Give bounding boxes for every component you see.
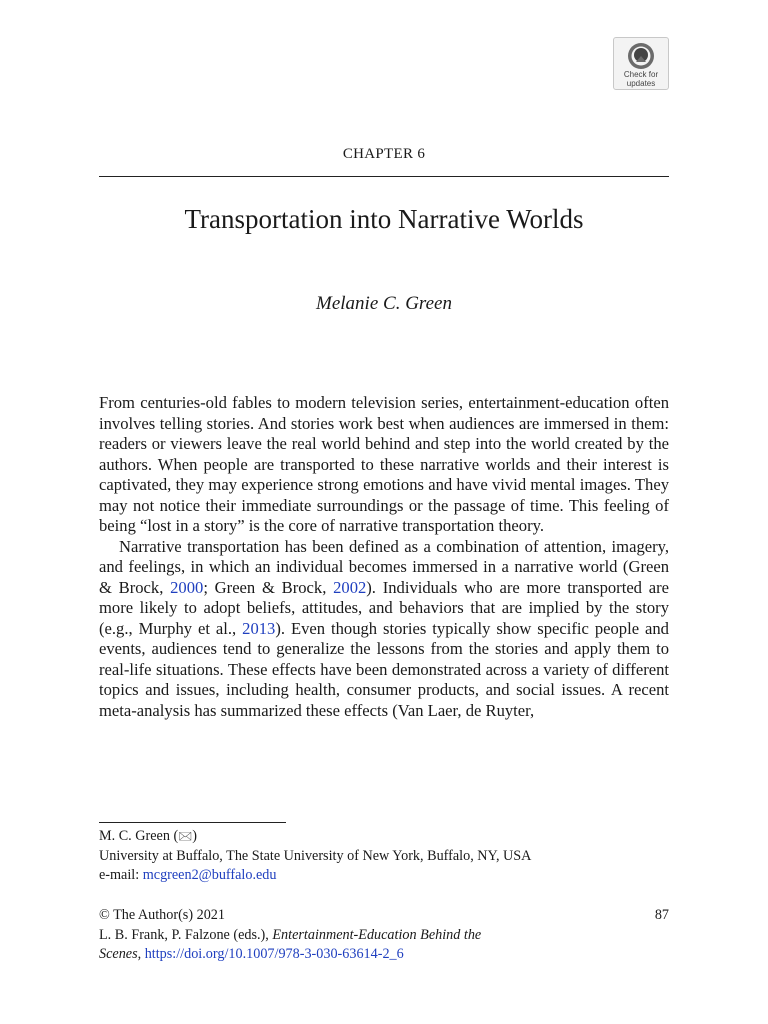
citation-link-2002[interactable]: 2002 [333,577,367,597]
editors-text: L. B. Frank, P. Falzone (eds.), [99,926,273,943]
paragraph-2-text-1: Narrative transportation has been defined as a combination of attention, imagery, and feelings, in which an individual becomes immersed in a narrative world (Green & Brock, [99,536,669,597]
chapter-title: Transportation into Narrative Worlds [184,204,584,234]
check-updates-icon [627,42,655,70]
doi-link[interactable]: https://doi.org/10.1007/978-3-030-63614-2_6 [144,946,404,962]
citation-link-2013[interactable]: 2013 [242,618,276,638]
paragraph-2 [99,537,669,722]
copyright-block [99,906,669,965]
header-rule [99,176,669,177]
author-name: Melanie C. Green [316,293,452,314]
book-title-part-1: Entertainment-Education Behind the [272,926,482,943]
citation-link-2000[interactable]: 2000 [170,577,204,597]
footnote-email-line [99,866,669,886]
paragraph-2-text-2: ; Green & Brock, [203,577,334,597]
book-title-part-2: Scenes [99,946,138,962]
email-label: e-mail: [99,867,143,883]
email-link[interactable]: mcgreen2@buffalo.edu [142,867,277,883]
author-footnote [99,827,669,886]
check-for-updates-badge[interactable] [613,37,669,90]
editors-line [99,926,669,946]
doi-line [99,945,669,965]
footnote-affiliation: University at Buffalo, The State University of New York, Buffalo, NY, USA [99,847,532,864]
paragraph-2-text-4: ). Even though stories typically show specific people and events, audiences tend to generalize the lessons from the stories and apply them to real-life situations. These effects have been demonstrated across a variety of different topics and issues, including health, consumer products, and social issues. A recent meta-analysis has summarized these effects (Van Laer, de Ruyter, [99,618,669,720]
envelope-icon[interactable]: 🖂 [178,829,193,843]
copyright-notice: © The Author(s) 2021 [99,907,225,923]
body-text [99,393,669,721]
badge-line-1: Check for [623,70,659,79]
footnote-rule [99,822,286,823]
badge-line-2: updates [626,79,656,88]
paragraph-1: From centuries-old fables to modern television series, entertainment-education often involves telling stories. And stories work best when audiences are immersed in them: readers or viewers leave the real world behind and step into the world created by the authors. When people are transported to these narrative worlds and their interest is captivated, they may experience strong emotions and have vivid mental images. They may not notice their immediate surroundings or the passage of time. This feeling of being “lost in a story” is the core of narrative transportation theory. [99,393,669,535]
footnote-author: M. C. Green ( [99,828,179,844]
footnote-author-line [99,827,669,847]
paragraph-2-text-3: ). Individuals who are more transported are more likely to adopt beliefs, attitudes, and behaviors that are implied by the story (e.g., Murphy et al., [99,577,669,638]
page-number: 87 [654,907,669,923]
footnote-author-close: ) [192,828,197,844]
chapter-label: CHAPTER 6 [342,146,426,162]
doi-comma: , [137,946,145,962]
copyright-line [99,906,669,926]
